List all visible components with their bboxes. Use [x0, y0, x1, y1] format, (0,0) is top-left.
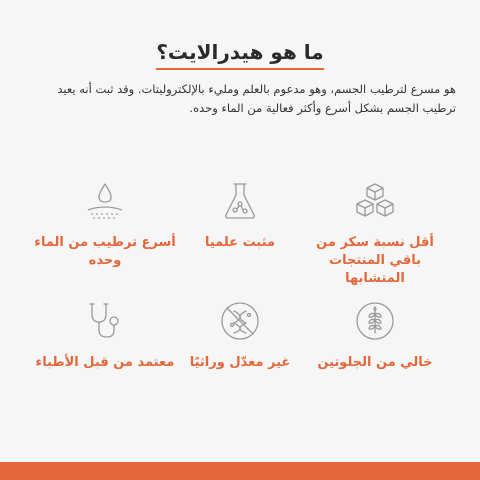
- feature-label: خالي من الجلوتين: [317, 355, 433, 370]
- water-drop-skin-icon: [84, 180, 126, 222]
- feature-low-sugar: [300, 180, 450, 290]
- feature-label: معتمد من قبل الأطباء: [35, 355, 175, 370]
- wheat-icon: [354, 300, 396, 342]
- feature-label: غير معدّل وراثيًا: [189, 355, 291, 370]
- feature-gluten-free: [300, 300, 450, 410]
- stethoscope-icon: [84, 300, 126, 342]
- feature-faster-hydration: [30, 180, 180, 290]
- feature-label: مثبت علميا: [204, 235, 276, 250]
- feature-scientifically-proven: [165, 180, 315, 290]
- feature-label: أسرع ترطيب من الماء وحده: [34, 235, 176, 268]
- feature-doctor-approved: [30, 300, 180, 410]
- feature-non-gmo: [165, 300, 315, 410]
- intro-paragraph: هو مسرع لترطيب الجسم، وهو مدعوم بالعلم ومليء بالإلكتروليتات. وقد ثبت أنه يعيد ترطيب الجسم بشكل أسرع وأكثر فعالية من الماء وحده.: [57, 82, 456, 115]
- page-title: ما هو هيدرالايت؟: [156, 40, 323, 70]
- no-gmo-icon: [219, 300, 261, 342]
- sugar-cubes-icon: [354, 180, 396, 222]
- feature-label: أقل نسبة سكر من باقي المنتجات المتشابها: [316, 235, 434, 286]
- bottom-accent-bar: [0, 462, 480, 480]
- title-wrapper: [0, 40, 480, 70]
- lab-flask-icon: [219, 180, 261, 222]
